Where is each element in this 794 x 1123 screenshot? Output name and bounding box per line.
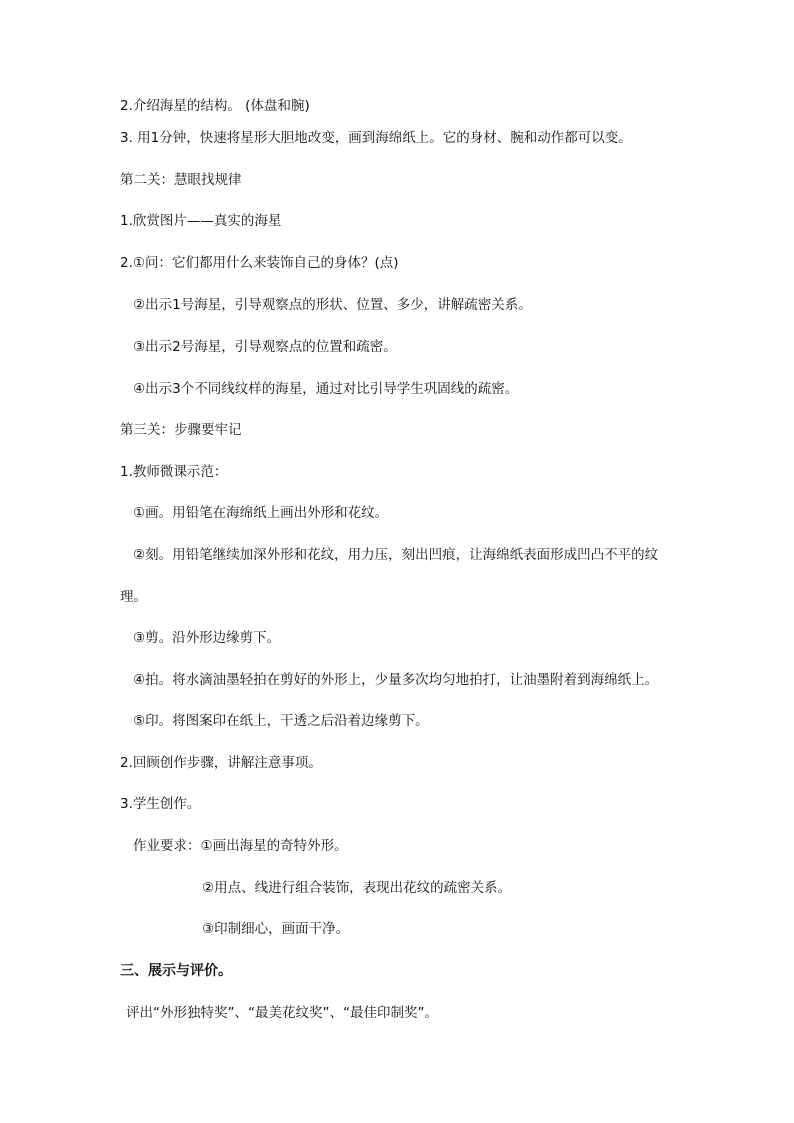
step-cut: ③剪。沿外形边缘剪下。 [133, 630, 281, 646]
level3-item-1: 1.教师微课示范： [120, 464, 228, 480]
section-level-2-heading: 第二关：慧眼找规律 [120, 172, 242, 188]
level2-item-2-d: ④出示3个不同线纹样的海星，通过对比引导学生巩固线的疏密。 [133, 381, 519, 397]
section-level-3-heading: 第三关：步骤要牢记 [120, 422, 242, 438]
awards-line: 评出“外形独特奖”、“最美花纹奖”、“最佳印制奖”。 [126, 1005, 438, 1021]
level2-item-2-q: 2.①问：它们都用什么来装饰自己的身体？(点) [120, 255, 399, 271]
step-3-change-shape: 3. 用1分钟，快速将星形大胆地改变，画到海绵纸上。它的身材、腕和动作都可以变。 [120, 130, 632, 146]
homework-req-1: 作业要求：①画出海星的奇特外形。 [133, 838, 348, 854]
step-draw: ①画。用铅笔在海绵纸上画出外形和花纹。 [133, 505, 389, 521]
step-2-structure: 2.介绍海星的结构。 (体盘和腕) [120, 98, 310, 114]
step-pat: ④拍。将水滴油墨轻拍在剪好的外形上，少量多次均匀地拍打，让油墨附着到海绵纸上。 [133, 672, 659, 688]
level2-item-2-c: ③出示2号海星，引导观察点的位置和疏密。 [133, 339, 397, 355]
homework-req-2: ②用点、线进行组合装饰，表现出花纹的疏密关系。 [202, 880, 512, 896]
section-three-heading: 三、展示与评价。 [120, 963, 232, 979]
step-print: ⑤印。将图案印在纸上，干透之后沿着边缘剪下。 [133, 713, 429, 729]
step-carve-cont: 理。 [120, 589, 147, 605]
homework-req-3: ③印制细心，画面干净。 [202, 921, 350, 937]
level3-item-3: 3.学生创作。 [120, 796, 201, 812]
level2-item-2-b: ②出示1号海星，引导观察点的形状、位置、多少，讲解疏密关系。 [133, 297, 532, 313]
step-carve: ②刻。用铅笔继续加深外形和花纹，用力压，刻出凹痕，让海绵纸表面形成凹凸不平的纹 [133, 547, 659, 563]
level2-item-1: 1.欣赏图片——真实的海星 [120, 213, 282, 229]
level3-item-2: 2.回顾创作步骤，讲解注意事项。 [120, 755, 322, 771]
